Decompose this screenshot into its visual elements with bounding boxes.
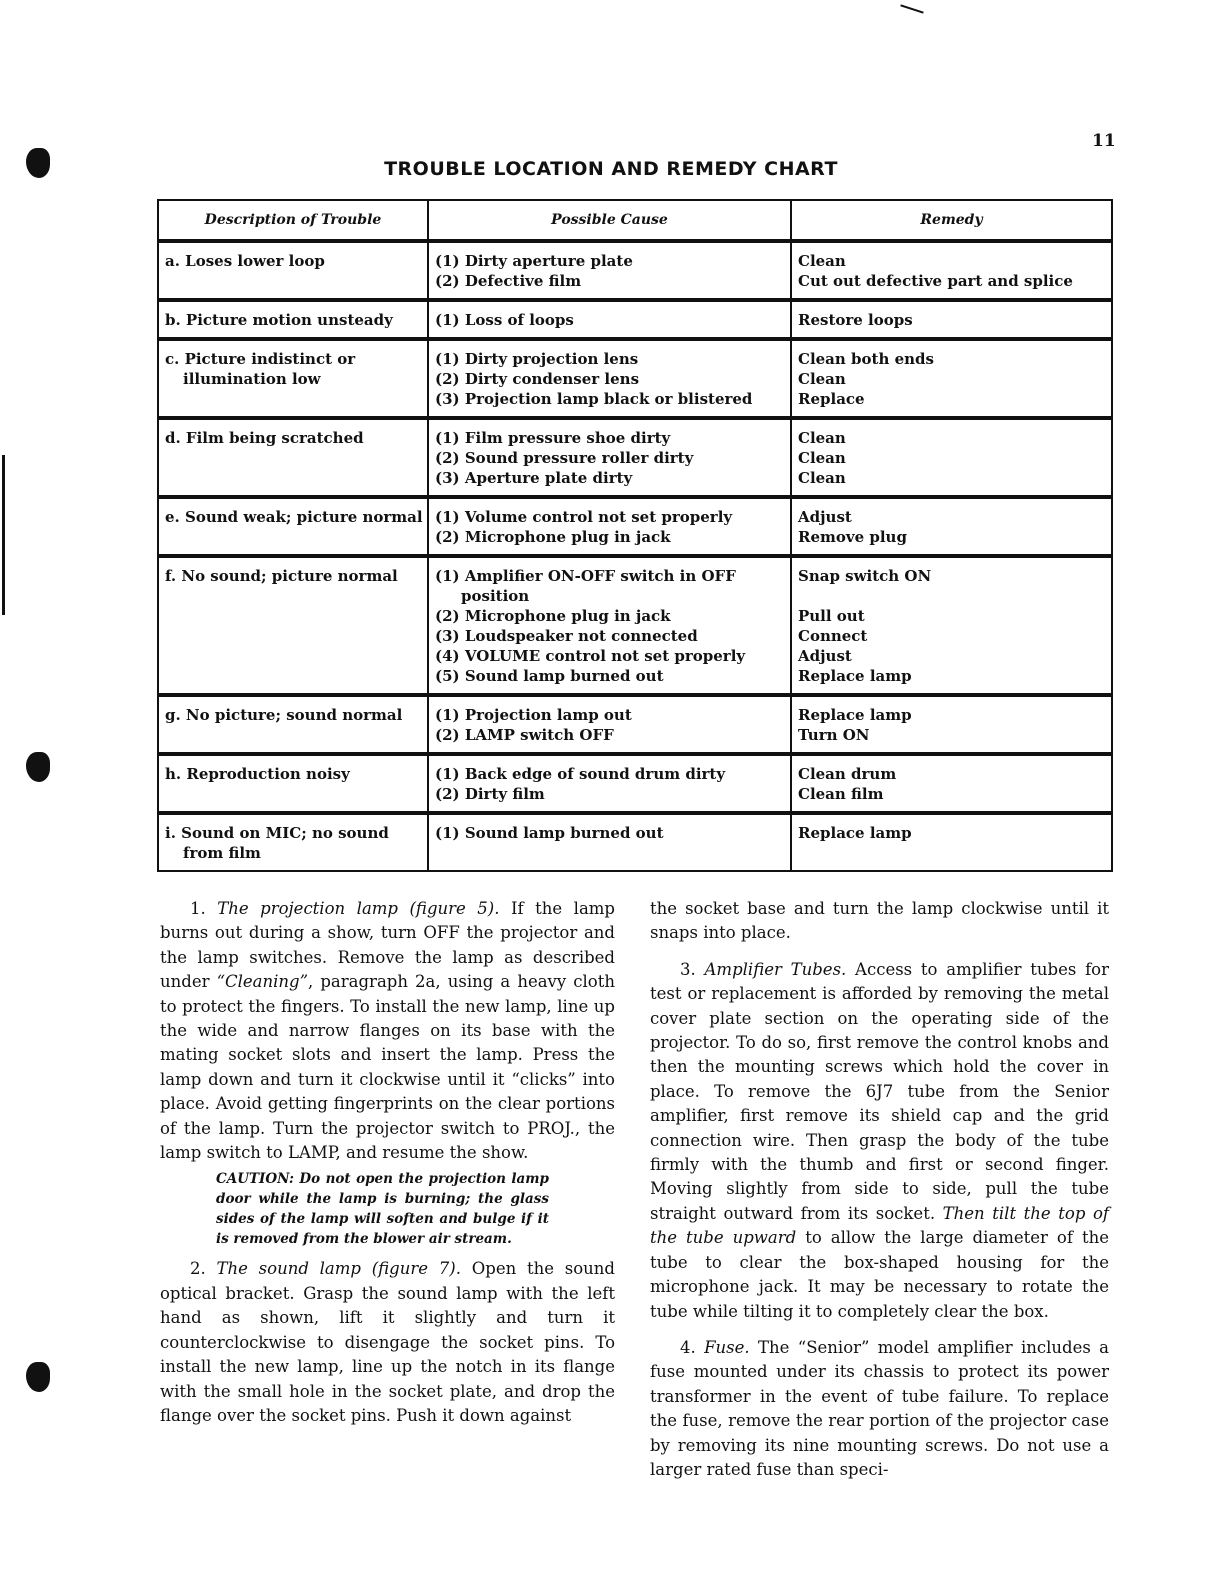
trouble-line: c. Picture indistinct or xyxy=(165,350,356,368)
cause-line: (1) Film pressure shoe dirty xyxy=(435,429,671,447)
remedy-cell xyxy=(791,754,1112,813)
paragraph-heading: Fuse. xyxy=(704,1337,750,1357)
paragraph-sound-lamp xyxy=(160,1257,615,1428)
cause-line: (3) Loudspeaker not connected xyxy=(435,627,698,645)
paragraph-amplifier-tubes xyxy=(650,958,1109,1324)
trouble-line: from film xyxy=(183,844,261,862)
remedy-cell xyxy=(791,241,1112,300)
trouble-line: illumination low xyxy=(183,370,321,388)
paragraph-number: 4. xyxy=(680,1337,696,1357)
cause-line: (1) Projection lamp out xyxy=(435,706,632,724)
cause-line: (2) Sound pressure roller dirty xyxy=(435,449,694,467)
cause-line: (2) LAMP switch OFF xyxy=(435,726,614,744)
paragraph-heading: Amplifier Tubes. xyxy=(704,959,847,979)
trouble-line: i. Sound on MIC; no sound xyxy=(165,824,389,842)
remedy-line: Connect xyxy=(798,627,868,645)
cause-cell xyxy=(428,556,791,695)
page-number: 11 xyxy=(1092,131,1116,151)
trouble-cell xyxy=(158,497,428,556)
chart-title: TROUBLE LOCATION AND REMEDY CHART xyxy=(384,158,838,180)
remedy-line: Clean drum xyxy=(798,765,897,783)
cause-line: (4) VOLUME control not set properly xyxy=(435,647,746,665)
cause-line: (2) Microphone plug in jack xyxy=(435,607,671,625)
trouble-cell xyxy=(158,300,428,339)
cause-line: (1) Dirty aperture plate xyxy=(435,252,633,270)
trouble-cell xyxy=(158,556,428,695)
paragraph-text: , paragraph 2a, using a heavy cloth to protect the fingers. To install the new lamp, line up the wide and narrow flanges on its base with the mating socket slots and insert the lamp. Press the lamp down and turn it clockwise until it “clicks” into place. Avoid getting fingerprints on the clear portions of the lamp. Turn the projector switch to PROJ., the lamp switch to LAMP, and resume the show. xyxy=(160,972,615,1163)
remedy-cell xyxy=(791,813,1112,871)
remedy-line: Clean xyxy=(798,429,846,447)
cause-cell xyxy=(428,418,791,497)
remedy-cell xyxy=(791,339,1112,418)
cause-line: (1) Dirty projection lens xyxy=(435,350,639,368)
table-row xyxy=(158,339,1112,418)
remedy-line: Clean both ends xyxy=(798,350,934,368)
emphasis-text: Then tilt the top of the tube upward xyxy=(650,1203,1109,1248)
header-cause: Possible Cause xyxy=(428,200,791,241)
header-remedy: Remedy xyxy=(791,200,1112,241)
right-column xyxy=(650,897,1109,1482)
paragraph-text: Access to amplifier tubes for test or replacement is afforded by removing the metal cover plate section on the operating side of the projector. To do so, first remove the control knobs and then the mounting screws which hold the cover in place. To remove the 6J7 tube from the Senior amplifier, first remove its shield cap and the grid connection wire. Then grasp the body of the tube firmly with the thumb and first or second finger. Moving slightly from side to side, pull the tube straight outward from its socket. xyxy=(650,959,1109,1223)
cause-cell xyxy=(428,241,791,300)
trouble-line: e. Sound weak; picture normal xyxy=(165,508,423,526)
trouble-line: b. Picture motion unsteady xyxy=(165,311,393,329)
paragraph-continuation: the socket base and turn the lamp clockwise until it snaps into place. xyxy=(650,899,1109,943)
remedy-line: Pull out xyxy=(798,607,865,625)
cause-line: (3) Aperture plate dirty xyxy=(435,469,633,487)
cause-cell xyxy=(428,339,791,418)
remedy-line: Clean xyxy=(798,252,846,270)
cause-cell xyxy=(428,754,791,813)
remedy-line: Remove plug xyxy=(798,528,907,546)
cause-line: position xyxy=(461,587,530,605)
remedy-cell xyxy=(791,300,1112,339)
cause-line: (2) Dirty film xyxy=(435,785,545,803)
remedy-cell xyxy=(791,497,1112,556)
remedy-line: Clean film xyxy=(798,785,884,803)
remedy-spacer xyxy=(798,586,1105,606)
remedy-line: Adjust xyxy=(798,508,852,526)
cause-cell xyxy=(428,813,791,871)
table-row xyxy=(158,695,1112,754)
cause-line: (5) Sound lamp burned out xyxy=(435,667,664,685)
cause-cell xyxy=(428,695,791,754)
header-description: Description of Trouble xyxy=(158,200,428,241)
left-column xyxy=(160,897,615,1428)
trouble-line: g. No picture; sound normal xyxy=(165,706,403,724)
trouble-remedy-table xyxy=(157,199,1113,872)
cause-line: (1) Sound lamp burned out xyxy=(435,824,664,842)
scan-mark-top xyxy=(900,4,923,13)
cause-cell xyxy=(428,497,791,556)
cleaning-reference: “Cleaning” xyxy=(216,972,309,992)
remedy-line: Adjust xyxy=(798,647,852,665)
paragraph-number: 3. xyxy=(680,959,696,979)
remedy-line: Cut out defective part and splice xyxy=(798,272,1073,290)
cause-line: (2) Dirty condenser lens xyxy=(435,370,640,388)
remedy-line: Turn ON xyxy=(798,726,870,744)
trouble-line: a. Loses lower loop xyxy=(165,252,325,270)
paragraph-heading: The sound lamp (figure 7). xyxy=(216,1259,461,1279)
trouble-cell xyxy=(158,813,428,871)
table-row xyxy=(158,754,1112,813)
paragraph-number: 2. xyxy=(190,1259,206,1279)
remedy-line: Replace lamp xyxy=(798,667,912,685)
paragraph-text: If the lamp burns out during a show, turn OFF the projector and the lamp switches. Remove the lamp as described under xyxy=(160,899,615,992)
cause-line: (3) Projection lamp black or blistered xyxy=(435,390,753,408)
remedy-line: Restore loops xyxy=(798,311,913,329)
remedy-line: Clean xyxy=(798,370,846,388)
paragraph-text: Open the sound optical bracket. Grasp the sound lamp with the left hand as shown, lift it slightly and turn it counterclockwise to disengage the socket pins. To install the new lamp, line up the notch in its flange with the small hole in the socket plate, and drop the flange over the socket pins. Push it down against xyxy=(160,1259,615,1425)
trouble-line: d. Film being scratched xyxy=(165,429,364,447)
caution-note: CAUTION: Do not open the projection lamp door while the lamp is burning; the glass sides of the lamp will soften and bulge if it is removed from the blower air stream. xyxy=(216,1171,549,1248)
scan-mark xyxy=(2,455,5,615)
trouble-line: f. No sound; picture normal xyxy=(165,567,398,585)
binder-hole-3 xyxy=(26,1362,50,1392)
paragraph-projection-lamp xyxy=(160,897,615,1165)
remedy-cell xyxy=(791,418,1112,497)
paragraph-heading: The projection lamp (figure 5). xyxy=(217,899,500,918)
remedy-cell xyxy=(791,556,1112,695)
cause-line: (1) Amplifier ON-OFF switch in OFF xyxy=(435,567,736,585)
cause-line: (2) Defective film xyxy=(435,272,582,290)
cause-line: (1) Loss of loops xyxy=(435,311,574,329)
trouble-cell xyxy=(158,418,428,497)
cause-line: (1) Volume control not set properly xyxy=(435,508,733,526)
paragraph-fuse xyxy=(650,1336,1109,1482)
remedy-line: Replace lamp xyxy=(798,706,912,724)
table-header-row xyxy=(158,200,1112,241)
trouble-line: h. Reproduction noisy xyxy=(165,765,350,783)
trouble-cell xyxy=(158,754,428,813)
trouble-cell xyxy=(158,695,428,754)
remedy-line: Replace xyxy=(798,390,865,408)
binder-hole-2 xyxy=(26,752,50,782)
table-row xyxy=(158,241,1112,300)
cause-line: (2) Microphone plug in jack xyxy=(435,528,671,546)
table-row xyxy=(158,556,1112,695)
cause-line: (1) Back edge of sound drum dirty xyxy=(435,765,726,783)
remedy-line: Clean xyxy=(798,469,846,487)
trouble-cell xyxy=(158,241,428,300)
trouble-cell xyxy=(158,339,428,418)
paragraph-text: The “Senior” model amplifier includes a fuse mounted under its chassis to protect its power transformer in the event of tube failure. To replace the fuse, remove the rear portion of the projector case by removing its nine mounting screws. Do not use a larger rated fuse than speci- xyxy=(650,1337,1109,1479)
paragraph-number: 1. xyxy=(190,899,206,918)
table-row xyxy=(158,418,1112,497)
remedy-cell xyxy=(791,695,1112,754)
remedy-line: Clean xyxy=(798,449,846,467)
table-row xyxy=(158,497,1112,556)
cause-cell xyxy=(428,300,791,339)
remedy-line: Snap switch ON xyxy=(798,567,932,585)
remedy-line: Replace lamp xyxy=(798,824,912,842)
table-row xyxy=(158,813,1112,871)
table-row xyxy=(158,300,1112,339)
paragraph-text: to allow the large diameter of the tube to clear the box-shaped housing for the microphone jack. It may be necessary to rotate the tube while tilting it to completely clear the box. xyxy=(650,1228,1109,1321)
